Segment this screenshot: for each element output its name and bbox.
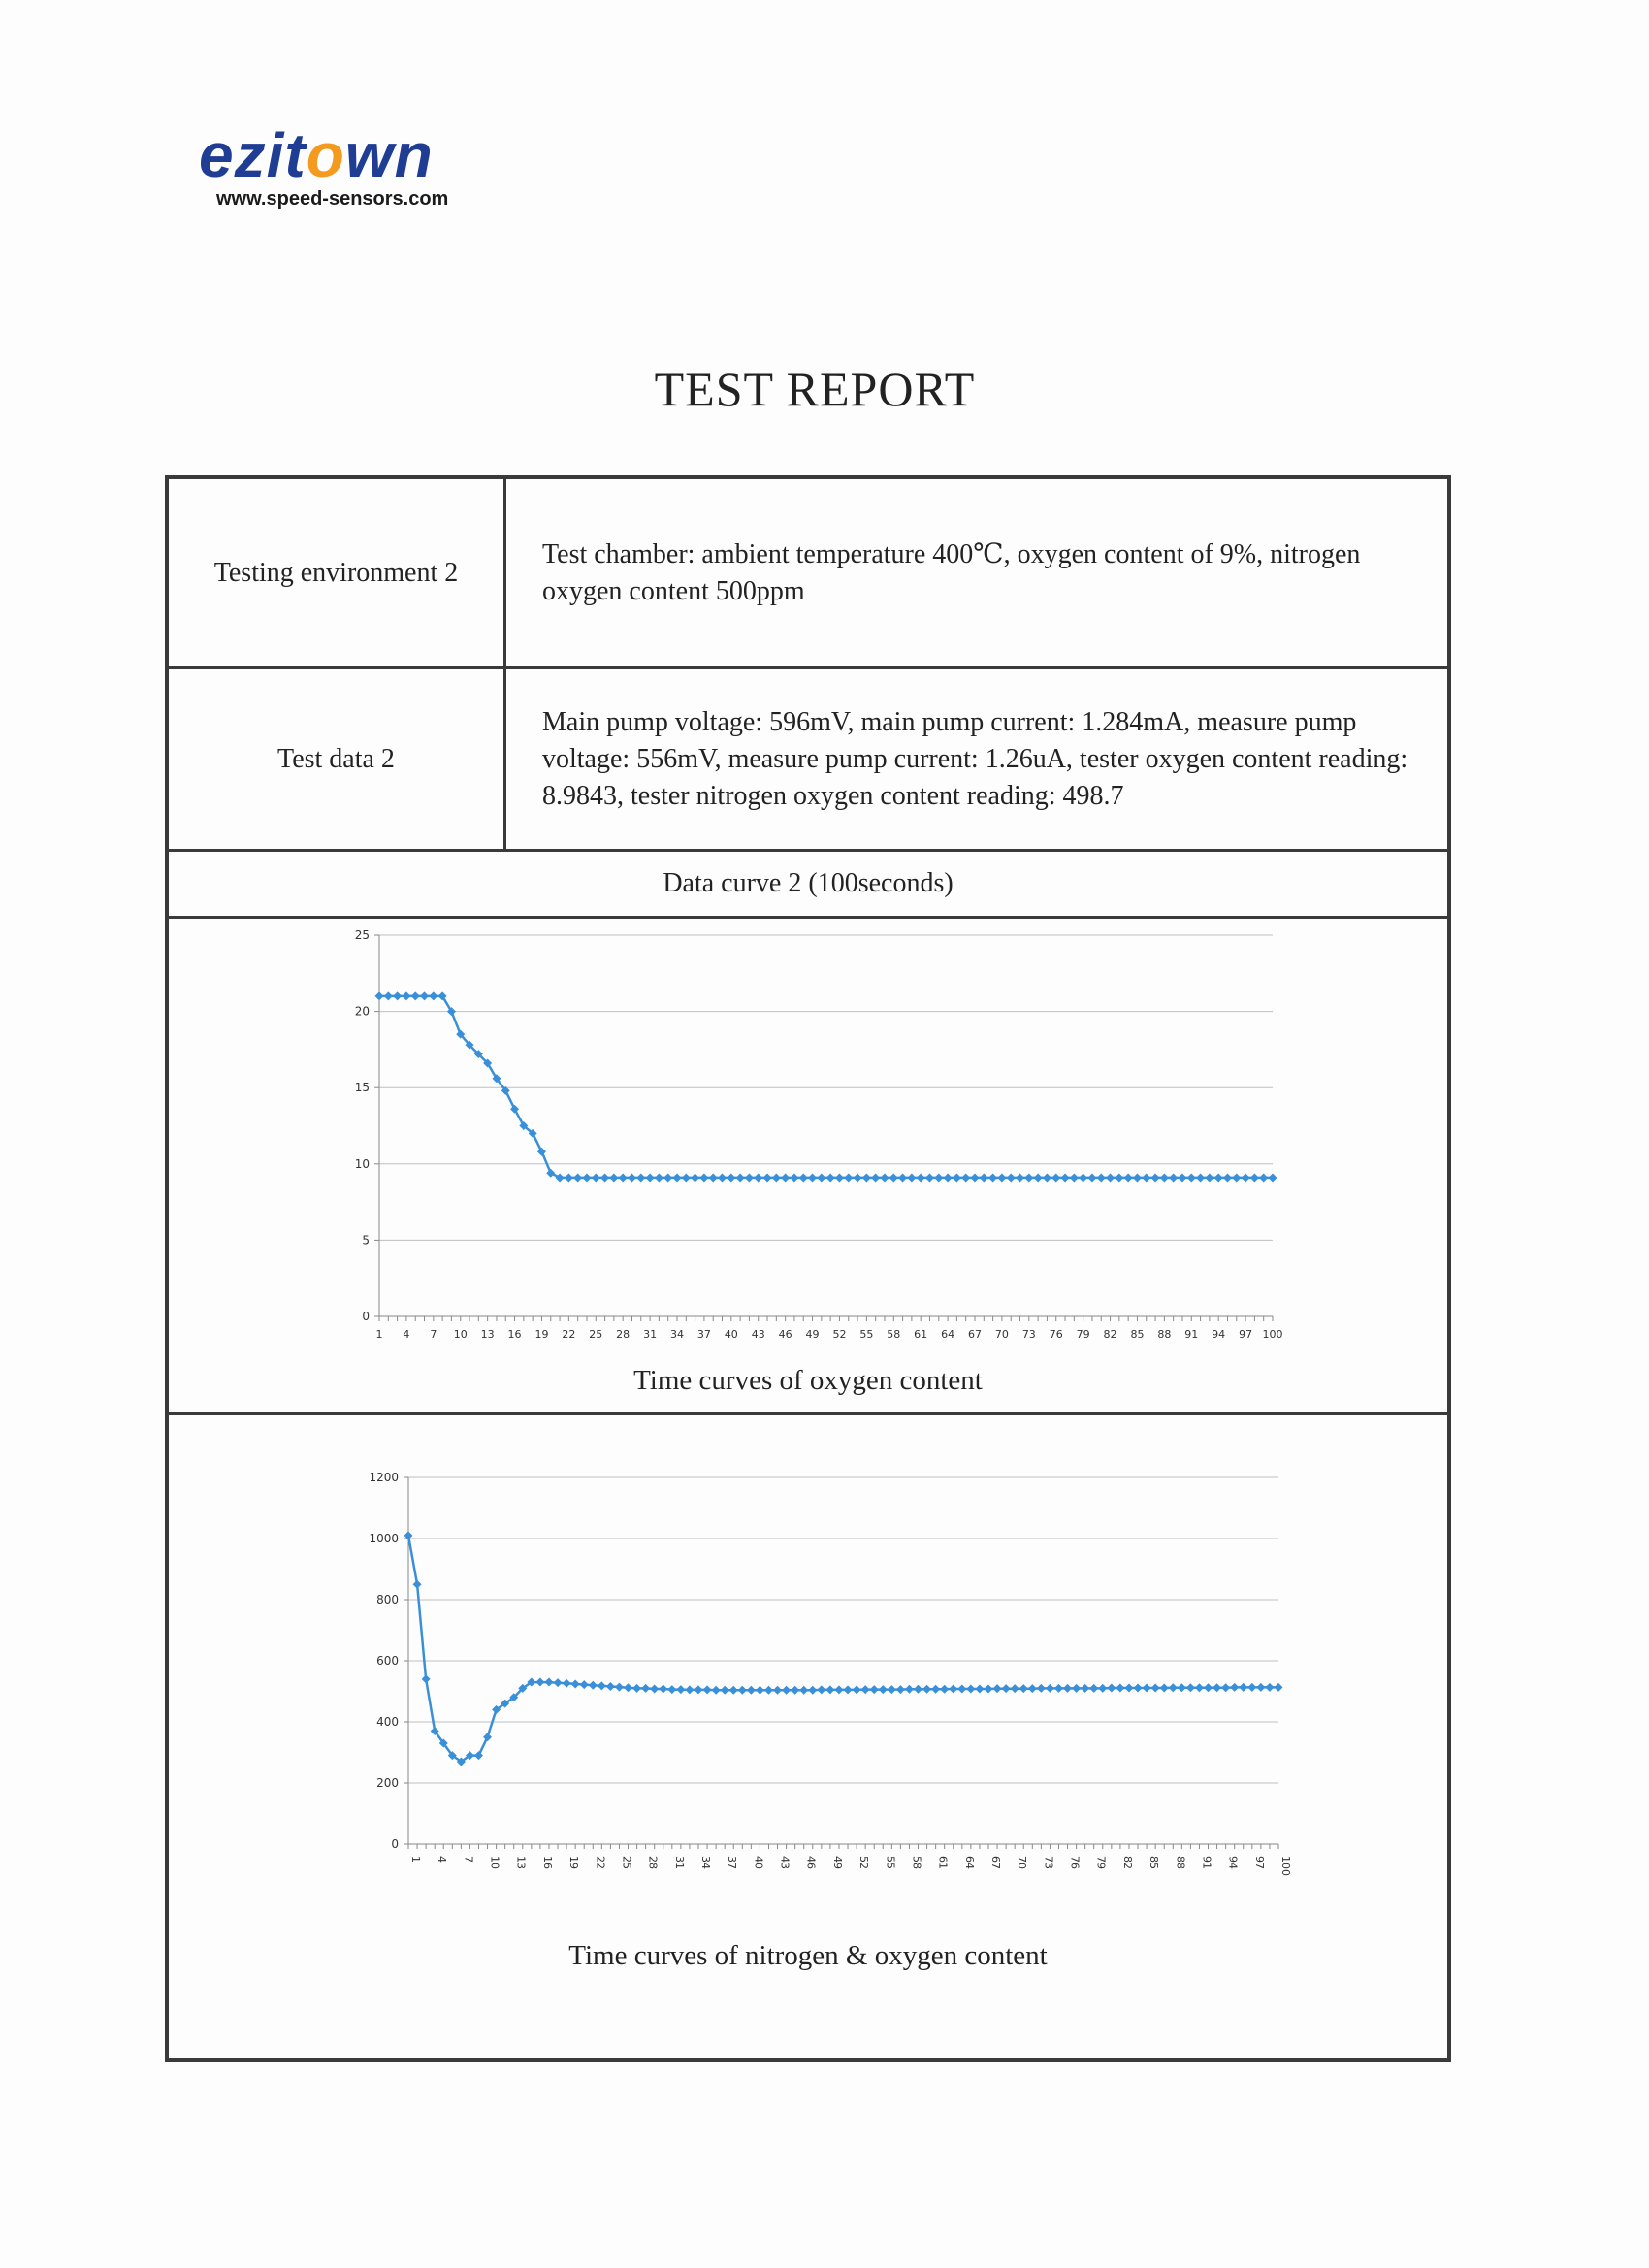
nox-data-point — [870, 1685, 879, 1694]
oxygen-data-point — [1160, 1173, 1169, 1182]
oxygen-x-tick-label: 25 — [589, 1328, 603, 1341]
nox-data-point — [1063, 1684, 1072, 1693]
nox-data-point — [1247, 1683, 1256, 1692]
nox-data-point — [563, 1679, 571, 1688]
nox-data-point — [1098, 1684, 1107, 1693]
oxygen-y-tick-label: 15 — [354, 1081, 370, 1095]
oxygen-data-point — [763, 1173, 772, 1182]
nox-x-tick-label: 19 — [567, 1856, 581, 1869]
oxygen-data-point — [709, 1173, 718, 1182]
oxygen-data-point — [1178, 1173, 1186, 1182]
nox-data-point — [1169, 1683, 1178, 1692]
report-table — [165, 475, 1451, 2062]
oxygen-data-point — [619, 1173, 628, 1182]
nox-data-point — [1195, 1683, 1204, 1692]
oxygen-x-tick-label: 52 — [832, 1328, 847, 1341]
oxygen-x-tick-label: 28 — [616, 1328, 630, 1341]
nox-data-point — [799, 1686, 808, 1695]
oxygen-data-point — [565, 1173, 573, 1182]
nox-data-point — [993, 1684, 1002, 1693]
nox-data-point — [615, 1683, 624, 1692]
nox-data-point — [817, 1685, 825, 1694]
oxygen-x-tick-label: 34 — [670, 1328, 684, 1341]
oxygen-x-tick-label: 19 — [534, 1328, 549, 1341]
nox-data-point — [1143, 1684, 1151, 1693]
nox-data-point — [782, 1686, 791, 1695]
oxygen-x-tick-label: 88 — [1157, 1328, 1172, 1341]
oxygen-data-point — [655, 1173, 663, 1182]
oxygen-data-point — [1061, 1173, 1070, 1182]
oxygen-y-tick-label: 5 — [362, 1233, 370, 1247]
oxygen-data-point — [384, 991, 393, 1000]
oxygen-data-point — [799, 1173, 808, 1182]
oxygen-x-tick-label: 10 — [453, 1328, 468, 1341]
oxygen-data-point — [736, 1173, 745, 1182]
oxygen-x-tick-label: 70 — [994, 1328, 1009, 1341]
oxygen-y-tick-label: 20 — [354, 1004, 370, 1019]
logo-wordmark: ezitown — [199, 120, 434, 190]
oxygen-x-tick-label: 37 — [696, 1328, 711, 1341]
nox-x-tick-label: 28 — [646, 1856, 660, 1869]
report-title: TEST REPORT — [654, 362, 976, 416]
nox-data-point — [905, 1685, 914, 1694]
nox-data-point — [535, 1678, 544, 1687]
oxygen-data-point — [808, 1173, 817, 1182]
oxygen-data-point — [781, 1173, 790, 1182]
oxygen-data-point — [1214, 1173, 1223, 1182]
oxygen-x-tick-label: 1 — [375, 1328, 383, 1341]
nox-data-point — [756, 1686, 764, 1695]
oxygen-data-point — [393, 991, 402, 1000]
nox-data-point — [1134, 1684, 1143, 1693]
nox-x-tick-label: 88 — [1174, 1856, 1187, 1869]
oxygen-x-tick-label: 43 — [751, 1328, 765, 1341]
data-curve-header: Data curve 2 (100seconds) — [663, 868, 954, 898]
nox-data-point — [1212, 1683, 1221, 1692]
nox-data-point — [1011, 1684, 1019, 1693]
oxygen-y-tick-label: 25 — [354, 928, 370, 942]
nox-x-tick-label: 22 — [594, 1856, 607, 1869]
nox-x-tick-label: 16 — [540, 1856, 554, 1869]
test-data-value: Main pump voltage: 596mV, main pump current: 1.284mA, measure pump voltage: 556mV, measure pump current: 1.26uA, tester oxygen content reading: 8.9843, tester nitrogen oxygen content reading: 498.7 — [542, 706, 1408, 811]
oxygen-data-point — [646, 1173, 655, 1182]
nox-data-point — [703, 1685, 712, 1694]
oxygen-x-tick-label: 22 — [562, 1328, 576, 1341]
nox-data-point — [580, 1680, 589, 1689]
oxygen-x-tick-label: 67 — [968, 1328, 982, 1341]
nox-data-point — [632, 1684, 641, 1693]
oxygen-data-point — [1232, 1173, 1241, 1182]
oxygen-data-point — [673, 1173, 682, 1182]
oxygen-x-tick-label: 100 — [1262, 1328, 1283, 1341]
nox-x-tick-label: 43 — [778, 1856, 792, 1869]
oxygen-x-tick-label: 85 — [1130, 1328, 1145, 1341]
nox-x-tick-label: 10 — [488, 1856, 501, 1869]
nox-y-tick-label: 600 — [376, 1654, 399, 1668]
oxygen-x-tick-label: 49 — [805, 1328, 820, 1341]
logo-url: www.speed-sensors.com — [216, 188, 449, 210]
oxygen-data-point — [961, 1173, 970, 1182]
nox-data-point — [1081, 1684, 1089, 1693]
oxygen-data-point — [817, 1173, 825, 1182]
oxygen-data-point — [663, 1173, 672, 1182]
oxygen-x-tick-label: 55 — [859, 1328, 874, 1341]
nox-data-point — [940, 1685, 949, 1694]
nox-data-point — [844, 1685, 853, 1694]
nox-data-point — [825, 1685, 834, 1694]
nox-data-point — [685, 1685, 694, 1694]
oxygen-data-point — [934, 1173, 943, 1182]
oxygen-data-point — [691, 1173, 699, 1182]
oxygen-x-tick-label: 82 — [1103, 1328, 1117, 1341]
oxygen-data-point — [1043, 1173, 1051, 1182]
oxygen-data-point — [1079, 1173, 1087, 1182]
nox-series-line — [408, 1536, 1278, 1762]
nox-data-point — [853, 1685, 861, 1694]
nox-data-point — [1107, 1684, 1116, 1693]
oxygen-data-point — [871, 1173, 880, 1182]
nox-x-tick-label: 7 — [462, 1856, 475, 1863]
nox-data-point — [985, 1684, 993, 1693]
oxygen-data-point — [1142, 1173, 1150, 1182]
nox-x-tick-label: 4 — [436, 1856, 449, 1863]
oxygen-data-point — [573, 1173, 582, 1182]
nox-data-point — [641, 1684, 650, 1693]
oxygen-y-tick-label: 0 — [362, 1310, 370, 1323]
nox-data-point — [413, 1580, 422, 1589]
oxygen-data-point — [600, 1173, 609, 1182]
nox-data-point — [1204, 1683, 1212, 1692]
oxygen-data-point — [971, 1173, 980, 1182]
oxygen-chart-caption: Time curves of oxygen content — [633, 1365, 983, 1396]
oxygen-data-point — [880, 1173, 889, 1182]
oxygen-data-point — [835, 1173, 844, 1182]
nox-data-point — [914, 1685, 922, 1694]
oxygen-data-point — [826, 1173, 835, 1182]
nox-data-point — [1160, 1684, 1169, 1693]
oxygen-x-tick-label: 91 — [1184, 1328, 1199, 1341]
nox-x-tick-label: 64 — [962, 1856, 976, 1869]
oxygen-data-point — [1106, 1173, 1115, 1182]
nox-data-point — [791, 1686, 799, 1695]
nox-data-point — [975, 1684, 984, 1693]
oxygen-data-point — [375, 991, 384, 1000]
oxygen-data-point — [1024, 1173, 1033, 1182]
nox-data-point — [834, 1685, 843, 1694]
nox-data-point — [747, 1686, 756, 1695]
oxygen-data-point — [988, 1173, 997, 1182]
nox-chart — [169, 1415, 1447, 1881]
nox-x-tick-label: 70 — [1016, 1856, 1029, 1869]
nox-x-tick-label: 25 — [620, 1856, 633, 1869]
nox-x-tick-label: 79 — [1094, 1856, 1108, 1869]
oxygen-data-point — [510, 1105, 519, 1114]
oxygen-data-point — [1087, 1173, 1096, 1182]
nox-x-tick-label: 46 — [804, 1856, 818, 1869]
nox-data-point — [712, 1686, 721, 1695]
oxygen-data-point — [582, 1173, 591, 1182]
oxygen-x-tick-label: 61 — [914, 1328, 928, 1341]
nox-data-point — [544, 1678, 553, 1687]
nox-x-tick-label: 55 — [884, 1856, 897, 1869]
nox-data-point — [1186, 1683, 1195, 1692]
nox-x-tick-label: 97 — [1252, 1856, 1266, 1869]
oxygen-data-point — [1133, 1173, 1142, 1182]
nox-data-point — [1151, 1684, 1160, 1693]
oxygen-x-tick-label: 76 — [1049, 1328, 1063, 1341]
oxygen-data-point — [420, 991, 429, 1000]
oxygen-data-point — [1223, 1173, 1232, 1182]
oxygen-data-point — [402, 991, 410, 1000]
oxygen-data-point — [1269, 1173, 1277, 1182]
nox-data-point — [957, 1684, 966, 1693]
nox-data-point — [667, 1685, 676, 1694]
nox-data-point — [896, 1685, 905, 1694]
nox-data-point — [773, 1686, 782, 1695]
oxygen-data-point — [1097, 1173, 1106, 1182]
nox-data-point — [1046, 1684, 1054, 1693]
nox-data-point — [695, 1685, 703, 1694]
nox-x-tick-label: 61 — [936, 1856, 950, 1869]
oxygen-data-point — [556, 1173, 565, 1182]
oxygen-data-point — [1242, 1173, 1250, 1182]
oxygen-x-tick-label: 79 — [1076, 1328, 1090, 1341]
oxygen-data-point — [636, 1173, 645, 1182]
oxygen-data-point — [1196, 1173, 1205, 1182]
nox-data-point — [808, 1686, 817, 1695]
oxygen-data-point — [1169, 1173, 1178, 1182]
oxygen-data-point — [745, 1173, 754, 1182]
nox-data-point — [922, 1685, 931, 1694]
nox-data-point — [676, 1685, 685, 1694]
oxygen-x-tick-label: 64 — [941, 1328, 955, 1341]
nox-data-point — [949, 1684, 957, 1693]
oxygen-x-tick-label: 73 — [1021, 1328, 1036, 1341]
nox-data-point — [1256, 1683, 1265, 1692]
nox-data-point — [738, 1686, 747, 1695]
nox-y-tick-label: 1000 — [369, 1532, 399, 1545]
oxygen-data-point — [1115, 1173, 1123, 1182]
oxygen-data-point — [790, 1173, 798, 1182]
nox-data-point — [598, 1681, 606, 1690]
oxygen-data-point — [854, 1173, 862, 1182]
nox-data-point — [650, 1684, 659, 1693]
oxygen-data-point — [754, 1173, 762, 1182]
nox-x-tick-label: 37 — [726, 1856, 739, 1869]
nox-y-tick-label: 800 — [376, 1593, 399, 1606]
nox-data-point — [659, 1684, 667, 1693]
oxygen-data-point — [1259, 1173, 1268, 1182]
nox-data-point — [1028, 1684, 1037, 1693]
company-logo — [199, 120, 449, 211]
oxygen-data-point — [772, 1173, 781, 1182]
nox-data-point — [1019, 1684, 1028, 1693]
nox-data-point — [879, 1685, 888, 1694]
nox-x-tick-label: 82 — [1120, 1856, 1134, 1869]
test-data-label: Test data 2 — [277, 743, 395, 774]
nox-data-point — [861, 1685, 870, 1694]
nox-data-point — [1054, 1684, 1063, 1693]
nox-data-point — [764, 1686, 773, 1695]
oxygen-data-point — [1151, 1173, 1160, 1182]
oxygen-data-point — [682, 1173, 691, 1182]
table-column-divider — [503, 479, 506, 852]
nox-x-tick-label: 34 — [699, 1856, 712, 1869]
nox-data-point — [1230, 1683, 1239, 1692]
nox-data-point — [1037, 1684, 1046, 1693]
oxygen-x-tick-label: 31 — [643, 1328, 658, 1341]
oxygen-data-point — [592, 1173, 600, 1182]
nox-data-point — [589, 1681, 598, 1690]
oxygen-x-tick-label: 58 — [887, 1328, 901, 1341]
nox-x-tick-label: 49 — [830, 1856, 844, 1869]
oxygen-data-point — [1016, 1173, 1024, 1182]
oxygen-data-point — [1205, 1173, 1213, 1182]
oxygen-data-point — [997, 1173, 1006, 1182]
oxygen-x-tick-label: 16 — [507, 1328, 522, 1341]
nox-y-tick-label: 400 — [376, 1715, 399, 1729]
nox-x-tick-label: 91 — [1200, 1856, 1213, 1869]
nox-x-tick-label: 40 — [752, 1856, 765, 1869]
nox-data-point — [554, 1678, 563, 1687]
env-value: Test chamber: ambient temperature 400℃, oxygen content of 9%, nitrogen oxygen content 500ppm — [542, 538, 1361, 606]
oxygen-data-point — [944, 1173, 953, 1182]
nox-data-point — [888, 1685, 896, 1694]
nox-y-tick-label: 0 — [391, 1837, 399, 1851]
oxygen-data-point — [727, 1173, 735, 1182]
oxygen-data-point — [1124, 1173, 1133, 1182]
nox-data-point — [624, 1683, 632, 1692]
nox-y-tick-label: 1200 — [369, 1471, 399, 1484]
nox-y-tick-label: 200 — [376, 1776, 399, 1790]
oxygen-x-tick-label: 46 — [778, 1328, 792, 1341]
nox-data-point — [1072, 1684, 1081, 1693]
nox-x-tick-label: 31 — [672, 1856, 686, 1869]
oxygen-data-point — [1051, 1173, 1060, 1182]
nox-x-tick-label: 1 — [409, 1856, 422, 1863]
oxygen-data-point — [953, 1173, 961, 1182]
nox-x-tick-label: 100 — [1279, 1856, 1292, 1876]
nox-x-tick-label: 85 — [1148, 1856, 1161, 1869]
nox-data-point — [1239, 1683, 1247, 1692]
nox-data-point — [474, 1751, 483, 1760]
oxygen-data-point — [889, 1173, 898, 1182]
oxygen-data-point — [537, 1148, 546, 1156]
nox-data-point — [729, 1686, 738, 1695]
nox-data-point — [606, 1682, 615, 1691]
nox-data-point — [1275, 1683, 1283, 1692]
oxygen-data-point — [917, 1173, 925, 1182]
nox-x-tick-label: 67 — [989, 1856, 1002, 1869]
oxygen-series-line — [379, 996, 1273, 1178]
nox-x-tick-label: 73 — [1042, 1856, 1055, 1869]
env-label: Testing environment 2 — [213, 557, 459, 588]
oxygen-data-point — [411, 991, 420, 1000]
nox-data-point — [1002, 1684, 1011, 1693]
nox-chart-caption: Time curves of nitrogen & oxygen content — [568, 1940, 1048, 1971]
oxygen-y-tick-label: 10 — [354, 1156, 370, 1171]
nox-data-point — [1221, 1683, 1230, 1692]
oxygen-data-point — [429, 991, 437, 1000]
oxygen-data-point — [1250, 1173, 1259, 1182]
oxygen-data-point — [1070, 1173, 1079, 1182]
nox-data-point — [721, 1686, 729, 1695]
oxygen-data-point — [628, 1173, 636, 1182]
oxygen-x-tick-label: 97 — [1239, 1328, 1253, 1341]
nox-data-point — [931, 1685, 940, 1694]
oxygen-data-point — [1187, 1173, 1196, 1182]
oxygen-data-point — [609, 1173, 618, 1182]
oxygen-data-point — [925, 1173, 934, 1182]
nox-x-tick-label: 13 — [514, 1856, 528, 1869]
nox-data-point — [1116, 1684, 1124, 1693]
nox-x-tick-label: 94 — [1226, 1856, 1240, 1869]
nox-x-tick-label: 58 — [910, 1856, 923, 1869]
oxygen-data-point — [980, 1173, 988, 1182]
nox-x-tick-label: 52 — [857, 1856, 871, 1869]
nox-data-point — [1265, 1683, 1274, 1692]
nox-data-point — [1124, 1684, 1133, 1693]
oxygen-data-point — [546, 1169, 555, 1178]
oxygen-chart — [169, 919, 1447, 1341]
oxygen-data-point — [1007, 1173, 1016, 1182]
oxygen-data-point — [718, 1173, 727, 1182]
oxygen-data-point — [1034, 1173, 1043, 1182]
nox-data-point — [422, 1674, 431, 1683]
nox-data-point — [1089, 1684, 1098, 1693]
oxygen-data-point — [844, 1173, 853, 1182]
oxygen-x-tick-label: 7 — [430, 1328, 437, 1341]
nox-data-point — [571, 1679, 580, 1688]
oxygen-data-point — [862, 1173, 871, 1182]
oxygen-x-tick-label: 40 — [724, 1328, 738, 1341]
nox-data-point — [966, 1684, 975, 1693]
nox-data-point — [1178, 1683, 1186, 1692]
oxygen-data-point — [699, 1173, 708, 1182]
oxygen-x-tick-label: 4 — [403, 1328, 410, 1341]
oxygen-x-tick-label: 13 — [480, 1328, 495, 1341]
nox-data-point — [483, 1733, 492, 1741]
nox-x-tick-label: 76 — [1068, 1856, 1082, 1869]
oxygen-x-tick-label: 94 — [1212, 1328, 1226, 1341]
oxygen-data-point — [907, 1173, 916, 1182]
oxygen-data-point — [898, 1173, 907, 1182]
